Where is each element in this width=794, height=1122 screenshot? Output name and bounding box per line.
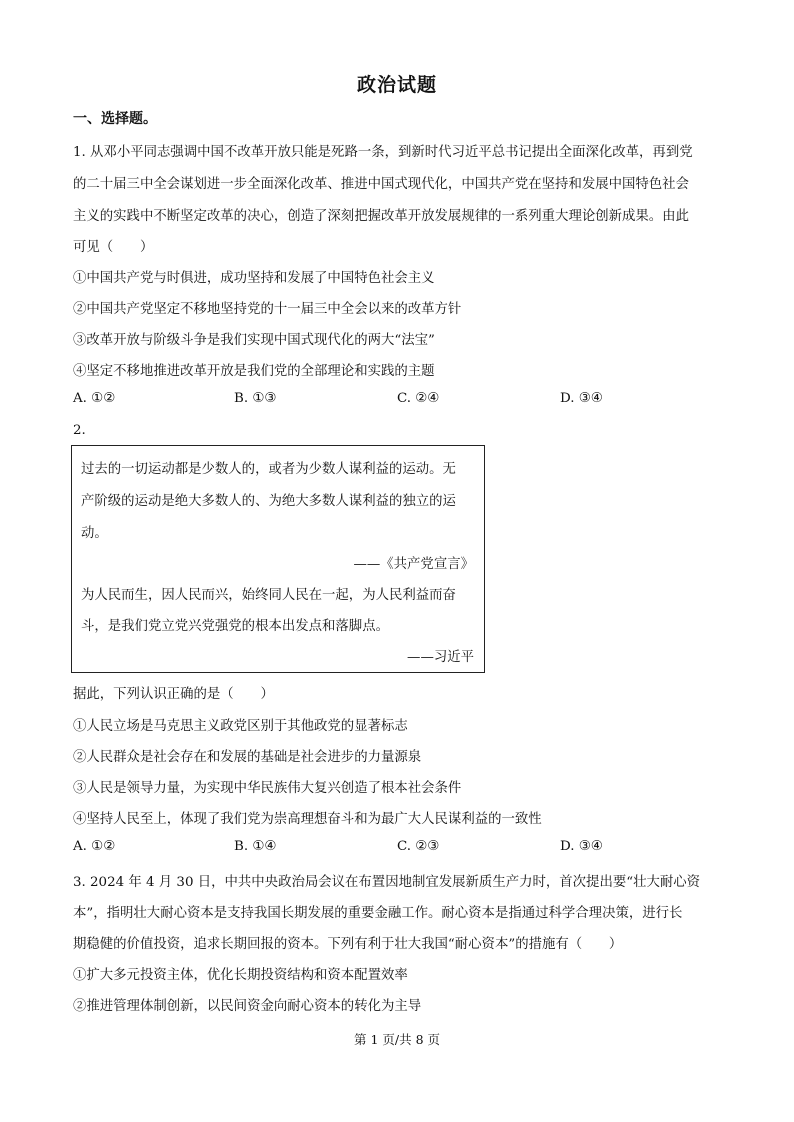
q1-line-2: 的二十届三中全会谋划进一步全面深化改革、推进中国式现代化，中国共产党在坚持和发展中国特色社会: [73, 177, 689, 192]
q2-statement-4: ④坚持人民至上，体现了我们党为崇高理想奋斗和为最广大人民谋利益的一致性: [73, 812, 542, 827]
q1-line-4: 可见（ ）: [73, 240, 154, 255]
q3-statement-2: ②推进管理体制创新，以民间资金向耐心资本的转化为主导: [73, 999, 422, 1014]
q2-statement-1: ①人民立场是马克思主义政党区别于其他政党的显著标志: [73, 719, 408, 734]
q1-line-3: 主义的实践中不断坚定改革的决心，创造了深刻把握改革开放发展规律的一系列重大理论创新成果。由此: [73, 209, 689, 224]
quote1-line-1: 过去的一切运动都是少数人的，或者为少数人谋利益的运动。无: [81, 462, 456, 477]
quote2-line-2: 斗，是我们党立党兴党强党的根本出发点和落脚点。: [81, 619, 389, 634]
q1-option-c[interactable]: C. ②④: [397, 391, 440, 406]
q1-statement-2: ②中国共产党坚定不移地坚持党的十一届三中全会以来的改革方针: [73, 302, 462, 317]
q1-option-a[interactable]: A. ①②: [73, 391, 116, 406]
q2-option-b[interactable]: B. ①④: [234, 839, 277, 854]
q1-option-b[interactable]: B. ①③: [234, 391, 277, 406]
quote-box: [71, 445, 485, 673]
page-title: 政治试题: [356, 74, 437, 96]
q1-line-1: 1. 从邓小平同志强调中国不改革开放只能是死路一条，到新时代习近平总书记提出全面深化改革，再到党: [73, 145, 693, 160]
q3-statement-1: ①扩大多元投资主体，优化长期投资结构和资本配置效率: [73, 968, 408, 983]
section-heading: 一、选择题。: [73, 111, 157, 127]
q2-options: [73, 839, 753, 859]
q2-statement-3: ③人民是领导力量，为实现中华民族伟大复兴创造了根本社会条件: [73, 781, 462, 796]
q3-line-3: 期稳健的价值投资，追求长期回报的资本。下列有利于壮大我国“耐心资本”的措施有（ ）: [73, 937, 623, 952]
q2-stem: 据此，下列认识正确的是（ ）: [73, 687, 274, 702]
quote1-source: ——《共产党宣言》: [353, 557, 474, 572]
q1-statement-1: ①中国共产党与时俱进，成功坚持和发展了中国特色社会主义: [73, 271, 435, 286]
q1-statement-3: ③改革开放与阶级斗争是我们实现中国式现代化的两大“法宝”: [73, 333, 435, 348]
page-footer: 第 1 页/共 8 页: [353, 1032, 440, 1047]
q3-line-2: 本”，指明壮大耐心资本是支持我国长期发展的重要金融工作。耐心资本是指通过科学合理决策，进行长: [73, 906, 683, 921]
quote1-line-3: 动。: [81, 526, 108, 541]
quote2-line-1: 为人民而生，因人民而兴，始终同人民在一起，为人民利益而奋: [81, 588, 456, 603]
q2-option-c[interactable]: C. ②③: [397, 839, 440, 854]
q3-line-1: 3. 2024 年 4 月 30 日，中共中央政治局会议在布置因地制宜发展新质生产力时，首次提出要“壮大耐心资: [73, 875, 701, 890]
q1-statement-4: ④坚定不移地推进改革开放是我们党的全部理论和实践的主题: [73, 364, 435, 379]
q2-option-d[interactable]: D. ③④: [560, 839, 603, 854]
quote2-source: ——习近平: [407, 650, 474, 665]
q1-option-d[interactable]: D. ③④: [560, 391, 603, 406]
q2-option-a[interactable]: A. ①②: [73, 839, 116, 854]
q2-number: 2.: [73, 423, 86, 438]
quote1-line-2: 产阶级的运动是绝大多数人的、为绝大多数人谋利益的独立的运: [81, 494, 456, 509]
q1-options: [73, 391, 753, 411]
q2-statement-2: ②人民群众是社会存在和发展的基础是社会进步的力量源泉: [73, 750, 422, 765]
